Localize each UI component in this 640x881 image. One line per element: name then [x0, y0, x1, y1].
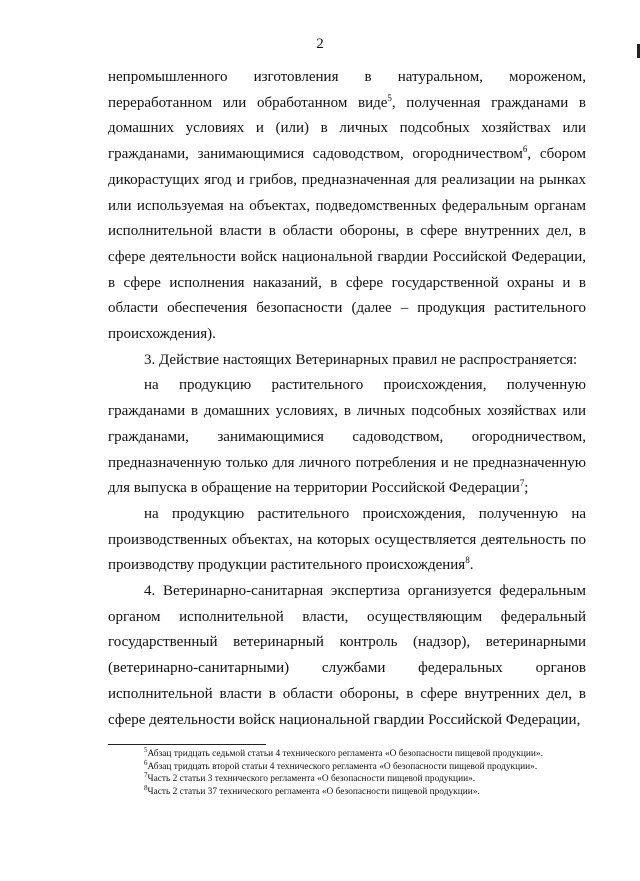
page-number: 2	[316, 36, 324, 52]
paragraph-exclusion-2	[108, 502, 586, 579]
footnote-number: 8	[144, 783, 148, 792]
paragraph-text: на продукцию растительного происхождения, полученную на производственных объектах, на которых осуществляется деятельность по производству продукции растительного происхождения	[108, 505, 586, 574]
footnote-item	[108, 745, 586, 761]
paragraph-exclusion-1	[108, 373, 586, 502]
paragraph-product-definition	[108, 65, 586, 348]
paragraph-text: ;	[524, 480, 529, 497]
footnote-number: 5	[144, 745, 148, 754]
footnote-number: 7	[144, 771, 148, 780]
footnotes	[108, 745, 586, 798]
footnote-ref: 7	[519, 478, 525, 489]
footnote-number: 6	[144, 758, 148, 767]
footnote-ref: 6	[522, 144, 528, 155]
footnote-item	[108, 773, 586, 786]
paragraph-item-4: 4. Ветеринарно-санитарная экспертиза организуется федеральным органом исполнительной власти, осуществляющим федеральный государственный ветеринарный контроль (надзор), ветеринарными (ветеринарно-санитарными) службами федеральных органов исполнительной власти в области обороны, в сфере внутренних дел, в сфере деятельности войск национальной гвардии Российской Федерации,	[108, 583, 586, 728]
paragraph-item-3: 3. Действие настоящих Ветеринарных правил не распространяется:	[144, 351, 578, 368]
paragraph-text: непромышленного изготовления в натуральном, мороженом, переработанном или обработанном виде	[108, 69, 586, 111]
footnote-separator	[108, 744, 266, 745]
footnote-item	[108, 758, 586, 774]
paragraph-text: , сбором дикорастущих ягод и грибов, предназначенная для реализации на рынках или используемая на объектах, подведомственных федеральным органам исполнительной власти в области обороны, в сфере внутренних дел, в сфере деятельности войск национальной гвардии Российской Федерации, в сфере исполнения наказаний, в сфере государственной охраны и в области обеспечения безопасности (далее – продукция растительного происхождения).	[108, 146, 586, 343]
footnote-ref: 5	[387, 92, 392, 103]
footnote-text: Абзац тридцать второй статьи 4 технического регламента «О безопасности пищевой продукции».	[147, 761, 538, 772]
paragraph-text: на продукцию растительного происхождения, полученную гражданами в домашних условиях, в личных подсобных хозяйствах или гражданами, занимающимися садоводством, огородничеством, предназначенную только для личного потребления и не предназначенную для выпуска в обращение на территории Российской Федерации	[108, 377, 586, 497]
footnote-text: Часть 2 статьи 3 технического регламента «О безопасности пищевой продукции».	[147, 774, 476, 785]
paragraph-text: , полученная гражданами в домашних условиях и (или) в личных подсобных хозяйствах или гражданами, занимающимися садоводством, огородничеством	[108, 94, 586, 163]
footnote-ref: 8	[465, 555, 470, 566]
footnote-text: Часть 2 статьи 37 технического регламента «О безопасности пищевой продукции».	[147, 786, 480, 797]
document-body	[108, 65, 586, 733]
footnote-text: Абзац тридцать седьмой статьи 4 технического регламента «О безопасности пищевой продукции».	[147, 749, 543, 759]
paragraph-text: .	[469, 557, 474, 574]
footnote-item	[108, 783, 586, 799]
